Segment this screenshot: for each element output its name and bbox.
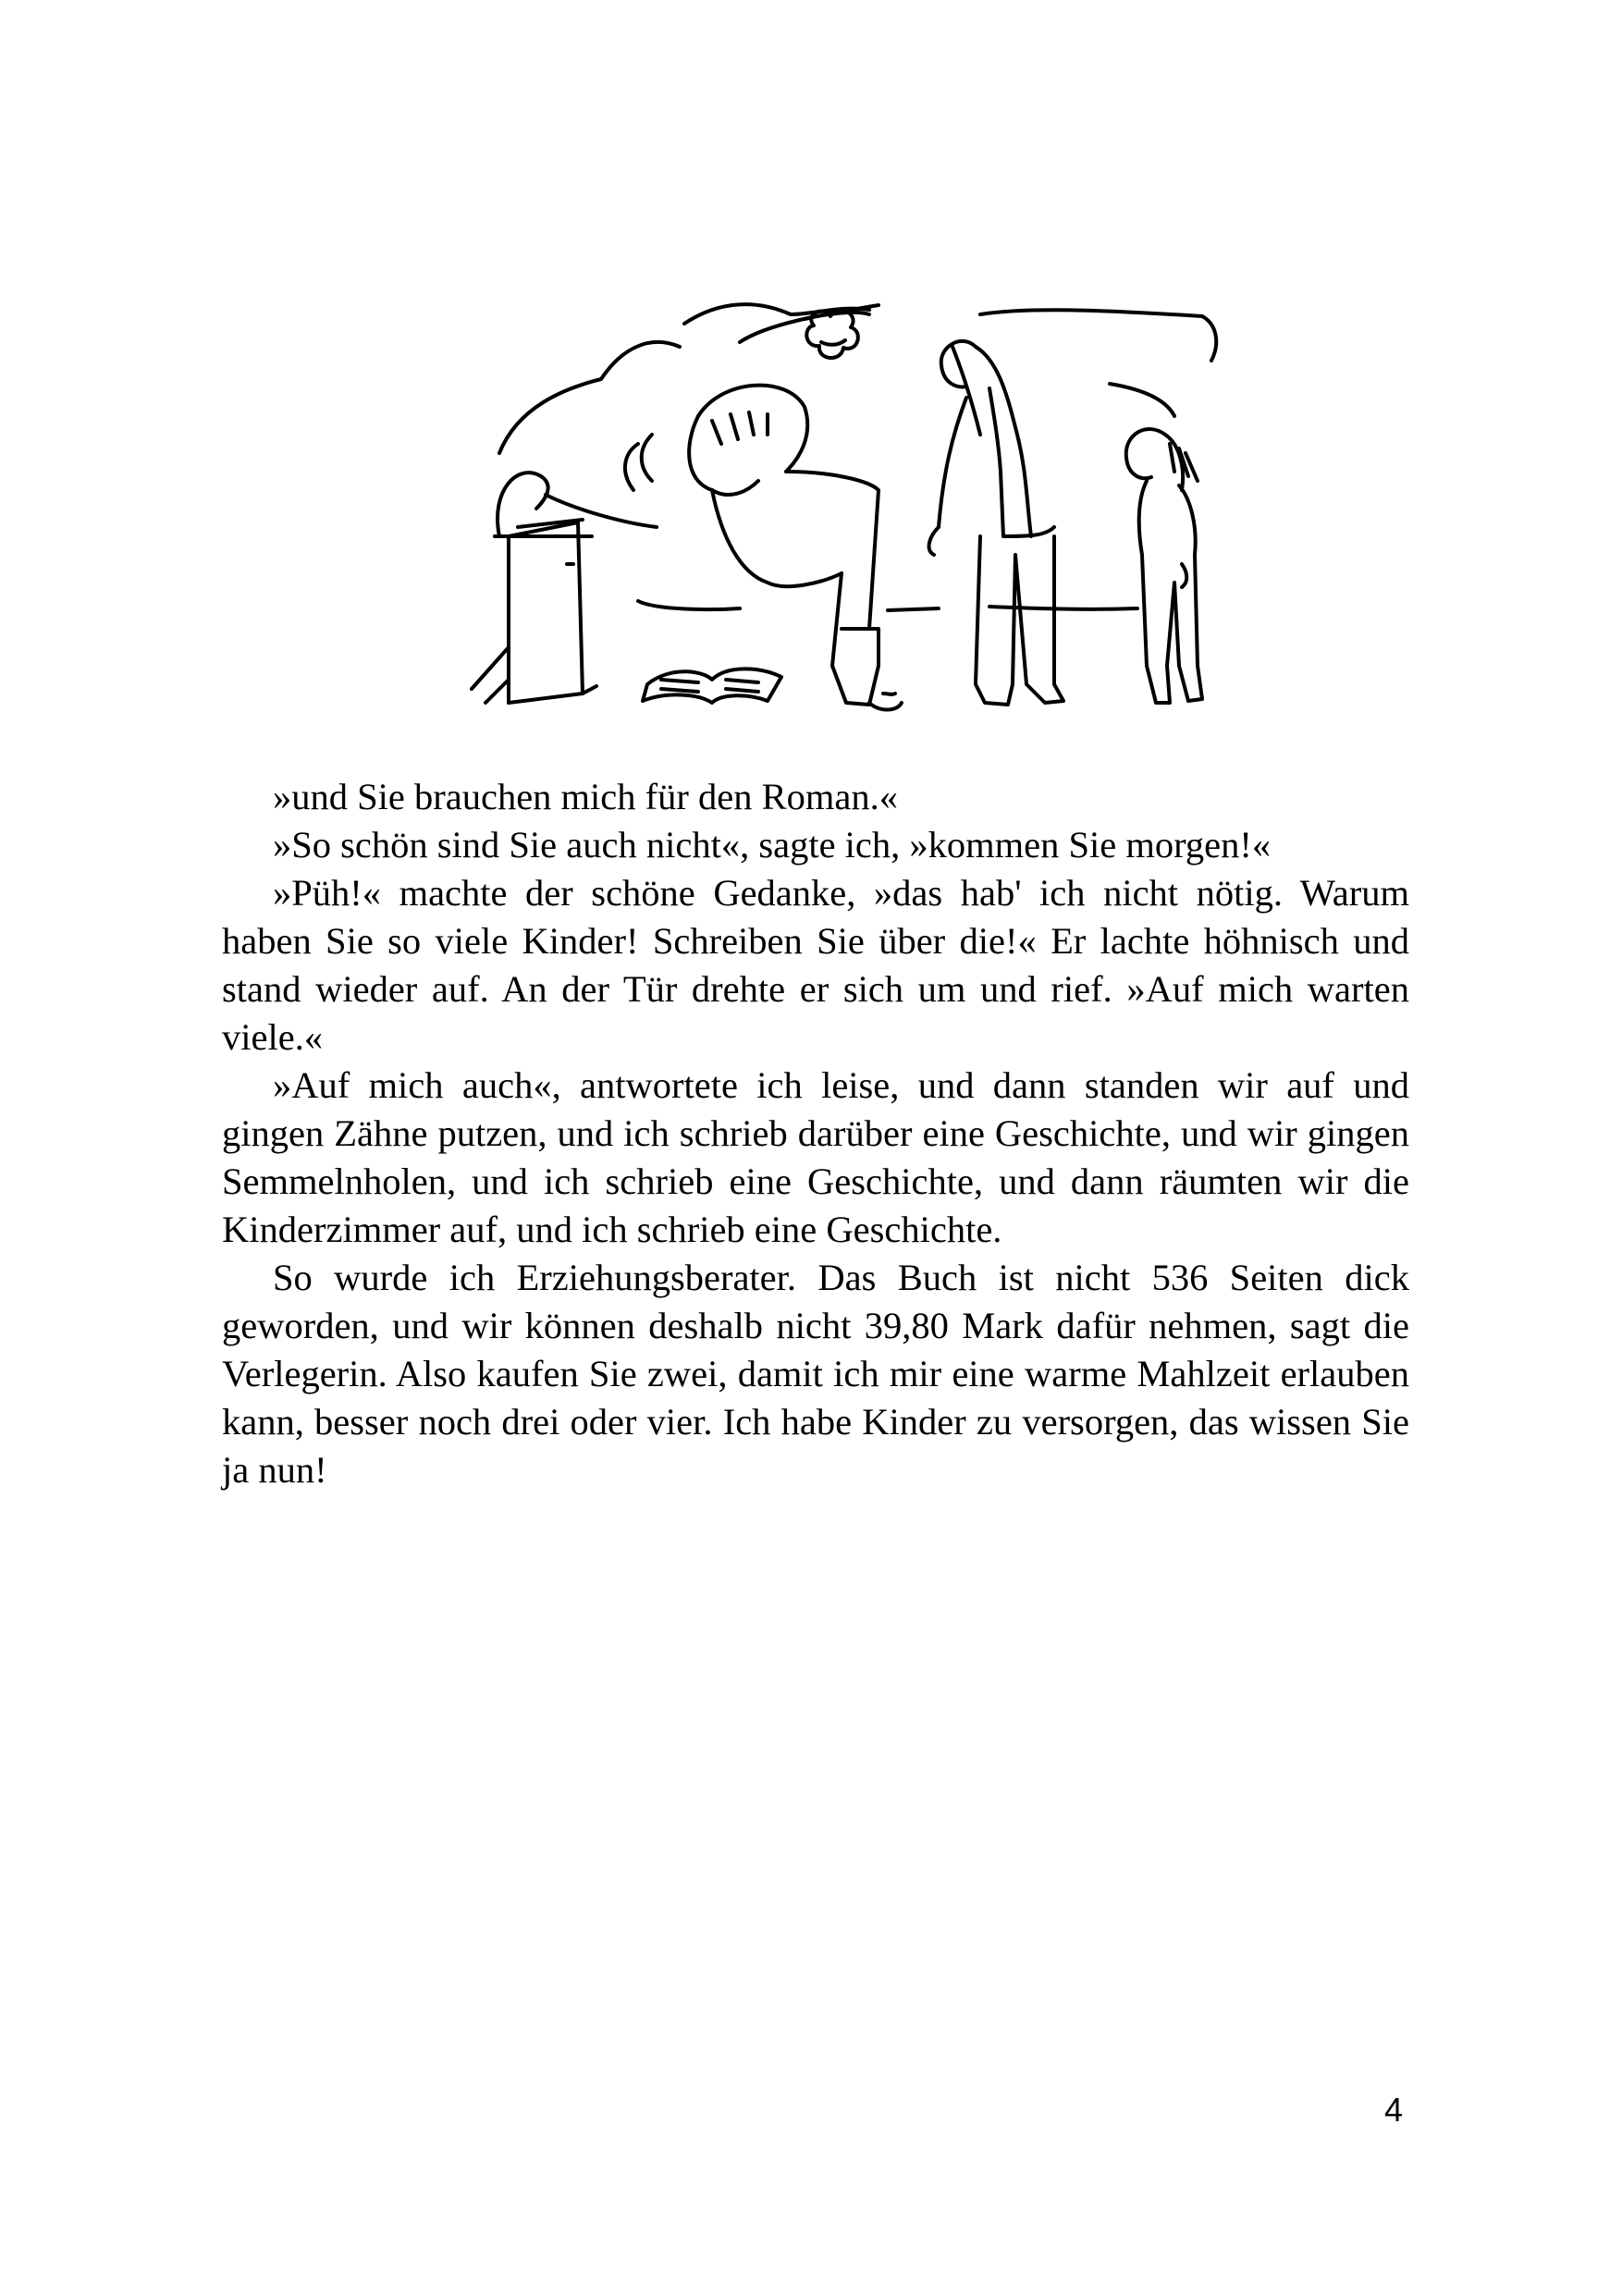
page-number: 4 [1384, 2091, 1404, 2129]
body-text [222, 773, 1409, 1494]
paragraph: »Püh!« machte der schöne Gedanke, »das hab' ich nicht nötig. Warum haben Sie so viele Kinder! Schreiben Sie über die!« Er lachte höhnisch und stand wieder auf. An der Tür drehte er sich um und rief. »Auf mich warten viele.« [222, 872, 1409, 1058]
paragraph: So wurde ich Erziehungsberater. Das Buch ist nicht 536 Seiten dick geworden, und wir können deshalb nicht 39,80 Mark dafür nehmen, sagt die Verlegerin. Also kaufen Sie zwei, damit ich mir eine warme Mahlzeit erlauben kann, besser noch drei oder vier. Ich habe Kinder zu versorgen, das wissen Sie ja nun! [222, 1257, 1409, 1491]
paragraph: »und Sie brauchen mich für den Roman.« [273, 776, 898, 817]
illustration [435, 259, 1258, 740]
paragraph: »Auf mich auch«, antwortete ich leise, und dann standen wir auf und gingen Zähne putzen, und ich schrieb darüber eine Geschichte, und wir gingen Semmelnholen, und ich schrieb eine Geschichte, und dann räumten wir die Kinderzimmer auf, und ich schrieb eine Geschichte. [222, 1064, 1409, 1250]
paragraph: »So schön sind Sie auch nicht«, sagte ich, »kommen Sie morgen!« [273, 824, 1272, 866]
pen-drawing-family-scene-icon [435, 259, 1258, 740]
